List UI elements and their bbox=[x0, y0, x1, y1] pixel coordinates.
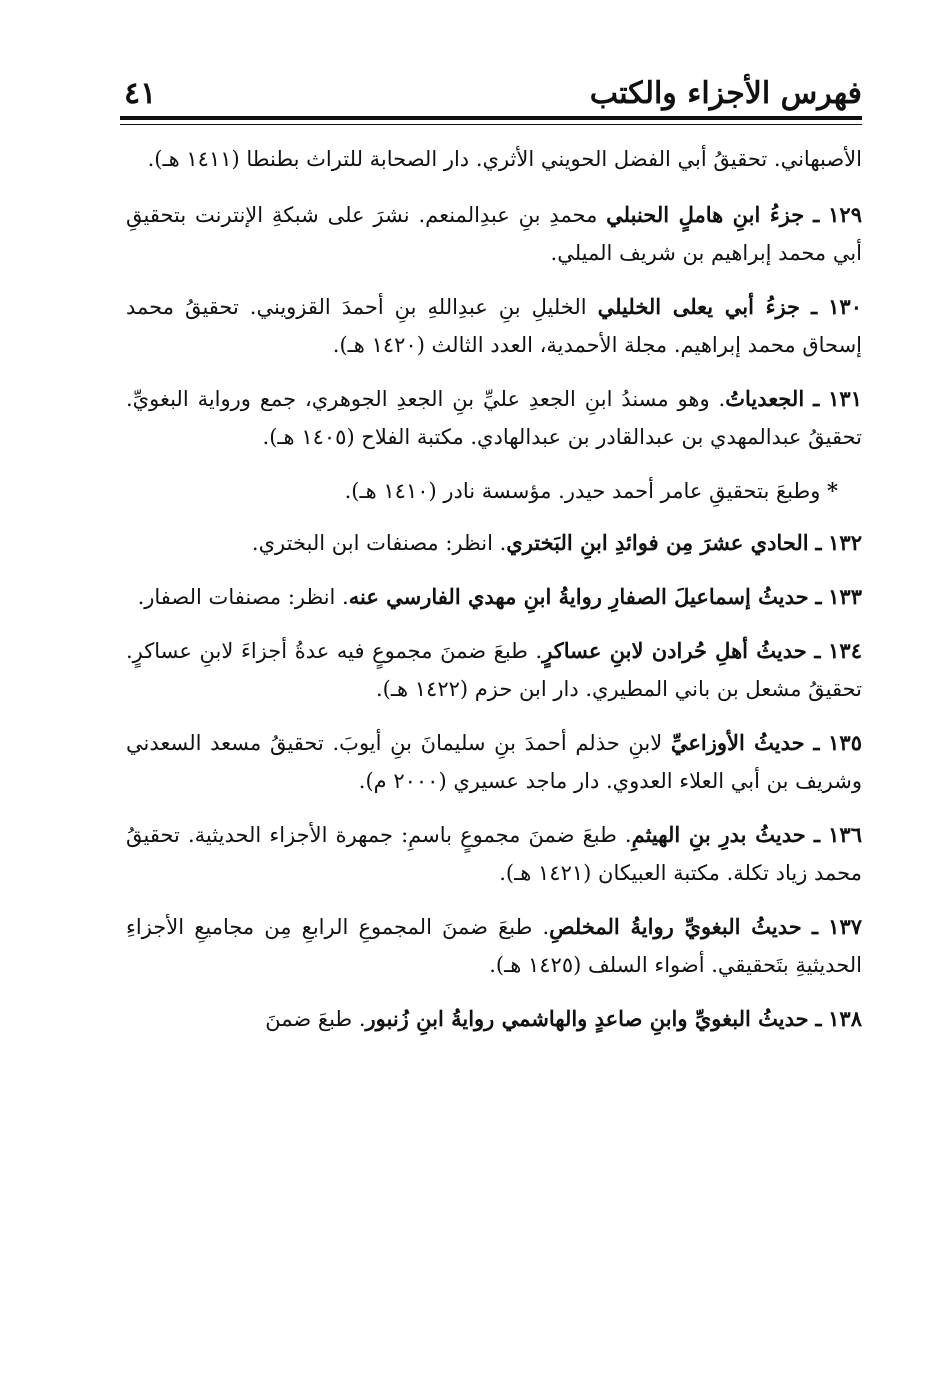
entry-number: ١٣٨ bbox=[828, 1006, 862, 1031]
entry-details: محمدِ بنِ عبدِالمنعم. نشرَ على شبكةِ الإنترنت بتحقيقِ أبي محمد إبراهيم بن شريف الميلي. bbox=[126, 203, 862, 265]
entry-number: ١٣٠ bbox=[828, 294, 862, 319]
entry-title: حديثُ الأوزاعيِّ bbox=[670, 730, 805, 755]
entry-details: . طبعَ ضمنَ مجموعٍ باسمِ: جمهرة الأجزاء الحديثية. تحقيقُ محمد زياد تكلة. مكتبة العبيكان (١٤٢١ هـ). bbox=[126, 823, 862, 885]
entry-dash: ـ bbox=[813, 202, 820, 227]
entry-details: . طبعَ ضمنَ مجموعٍ فيه عدةُ أجزاءَ لابنِ عساكرٍ. تحقيقُ مشعل بن باني المطيري. دار ابن حزم (١٤٢٢ هـ). bbox=[126, 639, 862, 701]
entry-number: ١٣٣ bbox=[828, 584, 862, 609]
index-entry-138 bbox=[126, 1000, 862, 1038]
index-entry-132 bbox=[126, 524, 862, 562]
entry-dash: ـ bbox=[815, 530, 822, 555]
note-text: وطبعَ بتحقيقِ عامر أحمد حيدر. مؤسسة نادر (١٤١٠ هـ). bbox=[344, 479, 828, 503]
entry-dash: ـ bbox=[814, 638, 821, 663]
page-header bbox=[120, 70, 862, 118]
index-entry-136 bbox=[126, 816, 862, 892]
page-number: ٤١ bbox=[124, 76, 157, 111]
entry-title: حديثُ أهلِ حُرادن لابنِ عساكرٍ bbox=[542, 638, 807, 663]
header-rule-thick bbox=[120, 116, 862, 120]
index-entry-134 bbox=[126, 632, 862, 708]
entry-title: الجعدياتُ bbox=[725, 386, 805, 411]
entry-number: ١٣٦ bbox=[828, 822, 862, 847]
index-entry-130 bbox=[126, 288, 862, 364]
entry-details: . طبعَ ضمنَ المجموعِ الرابعِ مِن مجاميعِ الأجزاءِ الحديثيةِ بتَحقيقي. أضواء السلف (١٤٢٥ هـ). bbox=[126, 915, 862, 977]
entry-details: . انظر: مصنفات ابن البختري. bbox=[251, 531, 507, 555]
entry-title: جزءُ ابنِ هاملٍ الحنبلي bbox=[606, 202, 805, 227]
entry-number: ١٣٤ bbox=[828, 638, 862, 663]
entry-dash: ـ bbox=[811, 914, 819, 939]
entry-dash: ـ bbox=[813, 822, 821, 847]
entry-details: . انظر: مصنفات الصفار. bbox=[137, 585, 349, 609]
index-entry-137 bbox=[126, 908, 862, 984]
entry-title: الحادي عشرَ مِن فوائدِ ابنِ البَختري bbox=[506, 530, 809, 555]
entry-details: . طبعَ ضمنَ bbox=[265, 1007, 366, 1031]
entry-details: لابنِ حذلم أحمدَ بنِ سليمانَ بنِ أيوبَ. تحقيقُ مسعد السعدني وشريف بن أبي العلاء العدوي. دار ماجد عسيري (٢٠٠٠ م). bbox=[126, 731, 862, 793]
note-asterisk: * bbox=[827, 478, 838, 503]
index-entry-135 bbox=[126, 724, 862, 800]
running-title: فهرس الأجزاء والكتب bbox=[589, 76, 862, 111]
continuation-paragraph: الأصبهاني. تحقيقُ أبي الفضل الحويني الأثري. دار الصحابة للتراث بطنطا (١٤١١ هـ). bbox=[147, 147, 862, 171]
entry-title: حديثُ البغويِّ روايةُ المخلصِ bbox=[549, 914, 802, 939]
entry-number: ١٣٥ bbox=[828, 730, 862, 755]
entry-details: الخليلِ بنِ عبدِاللهِ بنِ أحمدَ القزويني. تحقيقُ محمد إسحاق محمد إبراهيم. مجلة الأحمدية، العدد الثالث (١٤٢٠ هـ). bbox=[126, 295, 862, 357]
entry-number: ١٣٧ bbox=[828, 914, 863, 939]
entry-dash: ـ bbox=[813, 386, 820, 411]
entry-title: حديثُ إسماعيلَ الصفارِ روايةُ ابنِ مهدي الفارسي عنه bbox=[348, 584, 809, 609]
entry-details: . وهو مسندُ ابنِ الجعدِ عليِّ بنِ الجعدِ الجوهري، جمع ورواية البغويِّ. تحقيقُ عبدالمهدي بن عبدالقادر بن عبدالهادي. مكتبة الفلاح (١٤٠٥ هـ). bbox=[126, 387, 862, 449]
index-entry-129 bbox=[126, 196, 862, 272]
index-entry-131 bbox=[126, 380, 862, 456]
entry-title: حديثُ البغويِّ وابنِ صاعدٍ والهاشمي روايةُ ابنِ زُنبور bbox=[365, 1006, 809, 1031]
entry-title: جزءُ أبي يعلى الخليلي bbox=[597, 294, 801, 319]
entry-number: ١٣١ bbox=[828, 386, 862, 411]
index-body bbox=[126, 140, 862, 1054]
entry-number: ١٣٢ bbox=[828, 530, 862, 555]
entry-131-note bbox=[126, 472, 862, 510]
entry-title: حديثُ بدرِ بنِ الهيثمِ bbox=[631, 822, 806, 847]
entry-dash: ـ bbox=[813, 730, 820, 755]
index-entry-133 bbox=[126, 578, 862, 616]
header-rule-thin bbox=[120, 124, 862, 125]
entry-number: ١٢٩ bbox=[828, 202, 862, 227]
entry-dash: ـ bbox=[811, 294, 818, 319]
entry-dash: ـ bbox=[815, 584, 822, 609]
entry-dash: ـ bbox=[815, 1006, 822, 1031]
